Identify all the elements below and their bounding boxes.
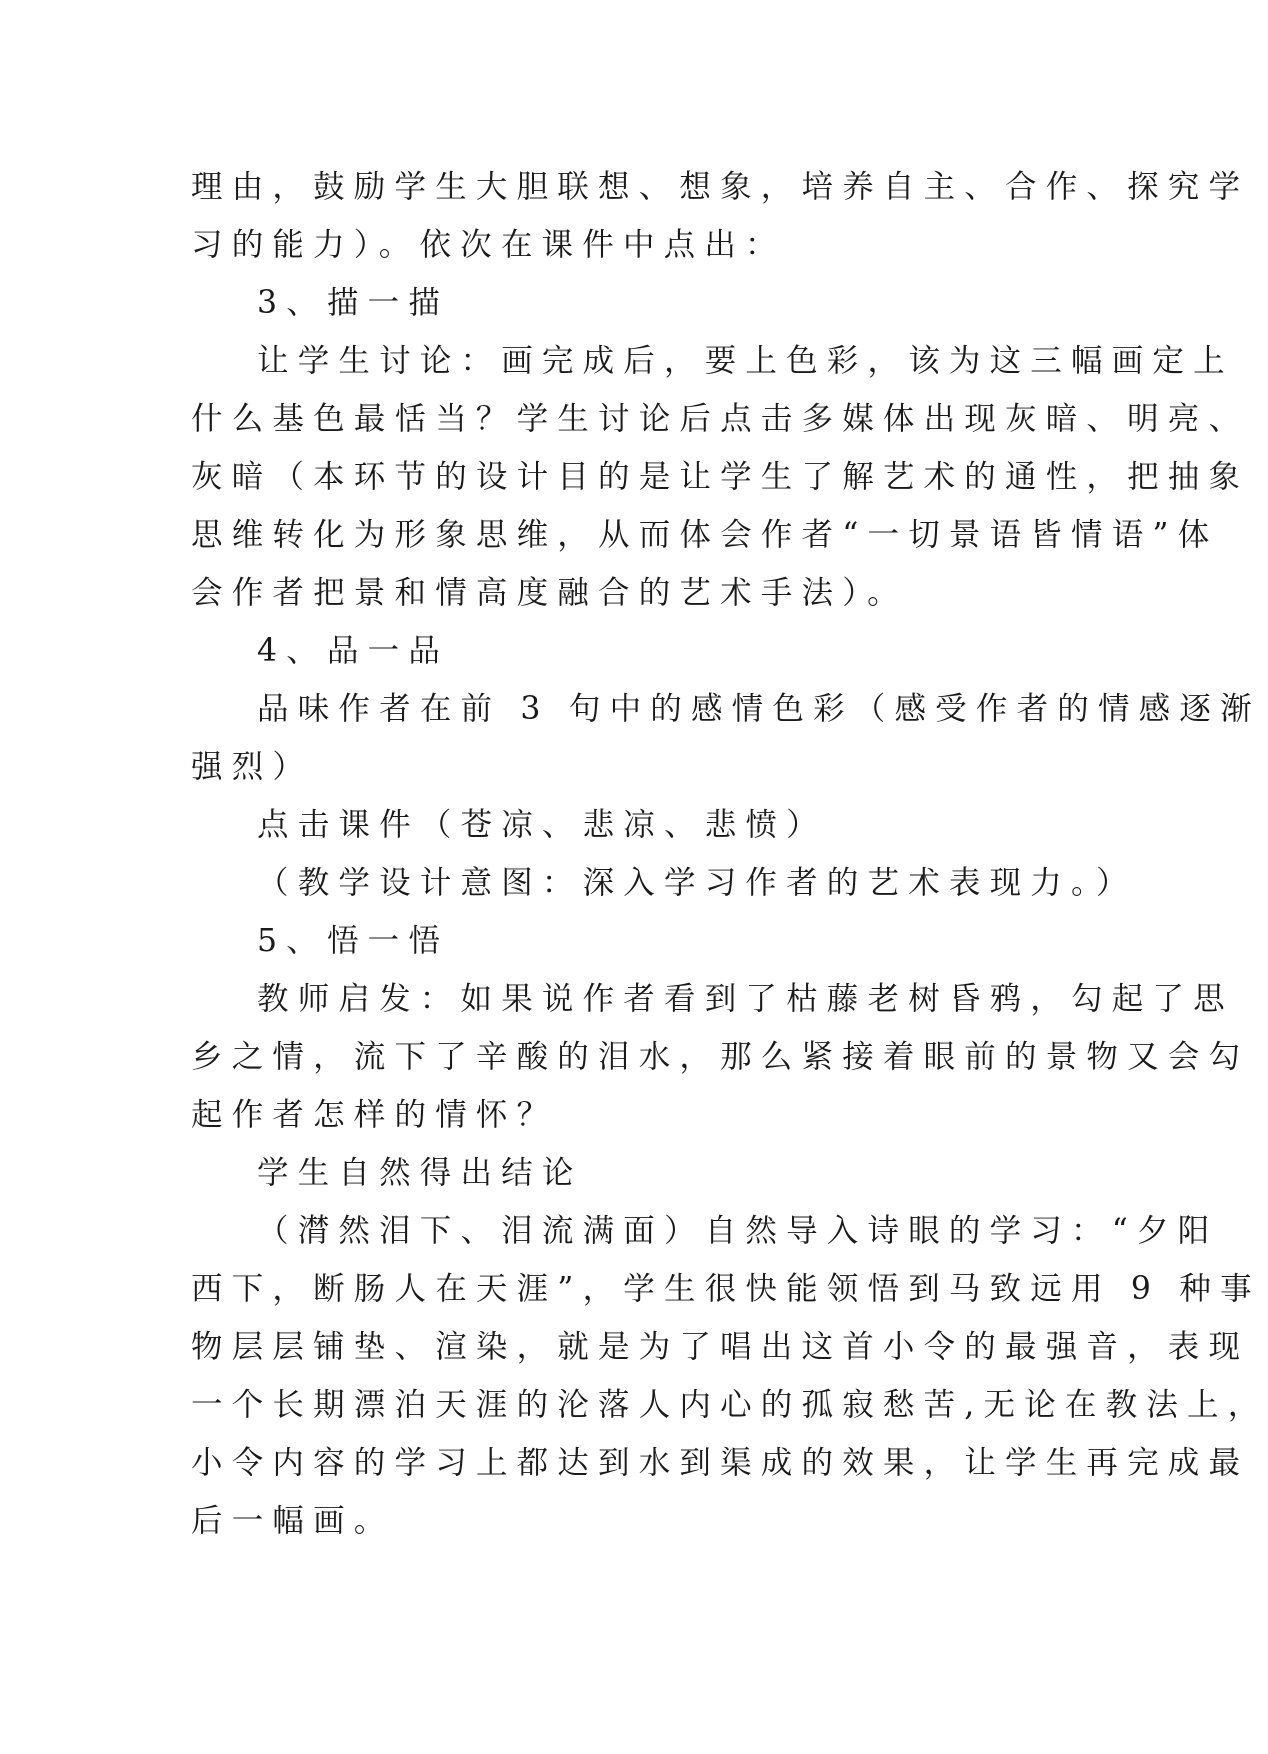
text-line: 后一幅画。	[191, 1503, 395, 1539]
document-page	[191, 158, 1268, 1550]
text-line: 让学生讨论：画完成后，要上色彩，该为这三幅画定上	[257, 343, 1234, 379]
text-line: （教学设计意图：深入学习作者的艺术表现力。）	[257, 865, 1137, 901]
text-line: 起作者怎样的情怀？	[191, 1097, 558, 1133]
text-line: 教师启发：如果说作者看到了枯藤老树昏鸦，勾起了思	[257, 981, 1234, 1017]
text-line: 什么基色最恬当？学生讨论后点击多媒体出现灰暗、明亮、	[191, 401, 1250, 437]
text-line: 习的能力）。依次在课件中点出：	[191, 227, 786, 263]
text-line: 西下，断肠人在天涯”，学生很快能领悟到马致远用 9 种事	[191, 1271, 1261, 1307]
text-line: 乡之情，流下了辛酸的泪水，那么紧接着眼前的景物又会勾	[191, 1039, 1250, 1075]
text-line: （潸然泪下、泪流满面）自然导入诗眼的学习：“夕阳	[257, 1213, 1219, 1249]
section-heading: 5、悟一悟	[257, 923, 450, 959]
text-line: 点击课件（苍凉、悲凉、悲愤）	[257, 807, 827, 843]
text-line: 学生自然得出结论	[257, 1155, 583, 1191]
text-line: 小令内容的学习上都达到水到渠成的效果，让学生再完成最	[191, 1445, 1250, 1481]
text-line: 会作者把景和情高度融合的艺术手法）。	[191, 575, 908, 611]
text-line: 物层层铺垫、渲染，就是为了唱出这首小令的最强音，表现	[191, 1329, 1250, 1365]
text-line: 强烈）	[191, 749, 314, 785]
text-line: 灰暗（本环节的设计目的是让学生了解艺术的通性，把抽象	[191, 459, 1250, 495]
section-heading: 3、描一描	[257, 285, 450, 321]
text-line: 品味作者在前 3 句中的感情色彩（感受作者的情感逐渐	[257, 691, 1261, 727]
section-heading: 4、品一品	[257, 633, 450, 669]
text-line: 理由，鼓励学生大胆联想、想象，培养自主、合作、探究学	[191, 169, 1250, 205]
text-line: 一个长期漂泊天涯的沦落人内心的孤寂愁苦,无论在教法上，	[191, 1387, 1268, 1423]
text-line: 思维转化为形象思维，从而体会作者“一切景语皆情语”体	[191, 517, 1219, 553]
